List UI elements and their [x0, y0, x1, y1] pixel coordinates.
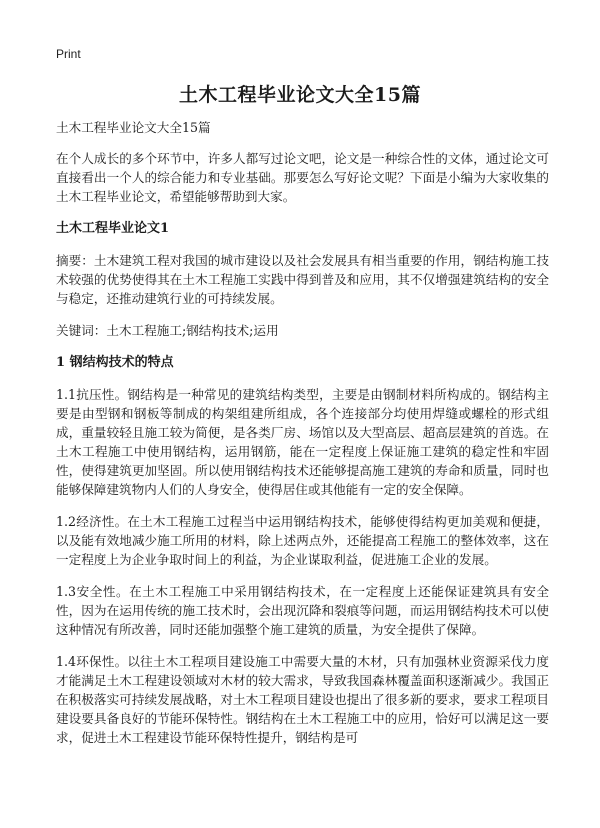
subsection-heading: 1 钢结构技术的特点 — [56, 355, 174, 370]
section-heading: 土木工程毕业论文1 — [56, 221, 170, 236]
paragraph-environment: 1.4环保性。以往土木工程项目建设施工中需要大量的木材，只有加强林业资源采伐力度才能满足土木工程建设领域对木材的较大需求，导致我国森林覆盖面积逐渐减少。我国正在积极落实可持续发展战略，对土木工程项目建设也提出了很多新的要求，要求工程项目建设要具备良好的节能环保特性。钢结构在土木工程施工中的应用，恰好可以满足这一要求，促进土木工程建设节能环保特性提升，钢结构是可 — [56, 654, 549, 745]
page-title: 土木工程毕业论文大全15篇 — [179, 84, 421, 106]
print-link[interactable]: Print — [56, 47, 81, 61]
paragraph-compression: 1.1抗压性。钢结构是一种常见的建筑结构类型，主要是由钢制材料所构成的。钢结构主要是由型钢和钢板等制成的构架组建所组成，各个连接部分均使用焊缝或螺栓的形式组成，重量较轻且施工较为简便，是各类厂房、场馆以及大型高层、超高层建筑的首选。在土木工程施工中使用钢结构，运用钢筋，能在一定程度上保证施工建筑的稳定性和牢固性，使得建筑更加坚固。所以使用钢结构技术还能够提高施工建筑的寿命和质量，同时也能够保障建筑物内人们的人身安全，使得居住或其他能有一定的安全保障。 — [56, 387, 549, 497]
paragraph-safety: 1.3安全性。在土木工程施工中采用钢结构技术，在一定程度上还能保证建筑具有安全性，因为在运用传统的施工技术时，会出现沉降和裂痕等问题，而运用钢结构技术可以使这种情况有所改善，同时还能加强整个施工建筑的质量，为安全提供了保障。 — [56, 584, 549, 637]
article-body — [56, 118, 549, 760]
paragraph-economy: 1.2经济性。在土木工程施工过程当中运用钢结构技术，能够使得结构更加美观和便捷，以及能有效地减少施工所用的材料，除上述两点外，还能提高工程施工的整体效率，这在一定程度上为企业争取时间上的利益，为企业谋取利益，促进施工企业的发展。 — [56, 514, 549, 567]
intro-paragraph: 在个人成长的多个环节中，许多人都写过论文吧，论文是一种综合性的文体，通过论文可直接看出一个人的综合能力和专业基础。那要怎么写好论文呢？下面是小编为大家收集的土木工程毕业论文，希望能够帮助到大家。 — [56, 151, 549, 204]
document-subtitle: 土木工程毕业论文大全15篇 — [56, 120, 211, 135]
abstract-paragraph: 摘要：土木建筑工程对我国的城市建设以及社会发展具有相当重要的作用，钢结构施工技术较强的优势使得其在土木工程施工实践中得到普及和应用，其不仅增强建筑结构的安全与稳定，还推动建筑行业的可持续发展。 — [56, 253, 549, 306]
keywords-paragraph: 关键词：土木工程施工;钢结构技术;运用 — [56, 323, 279, 338]
